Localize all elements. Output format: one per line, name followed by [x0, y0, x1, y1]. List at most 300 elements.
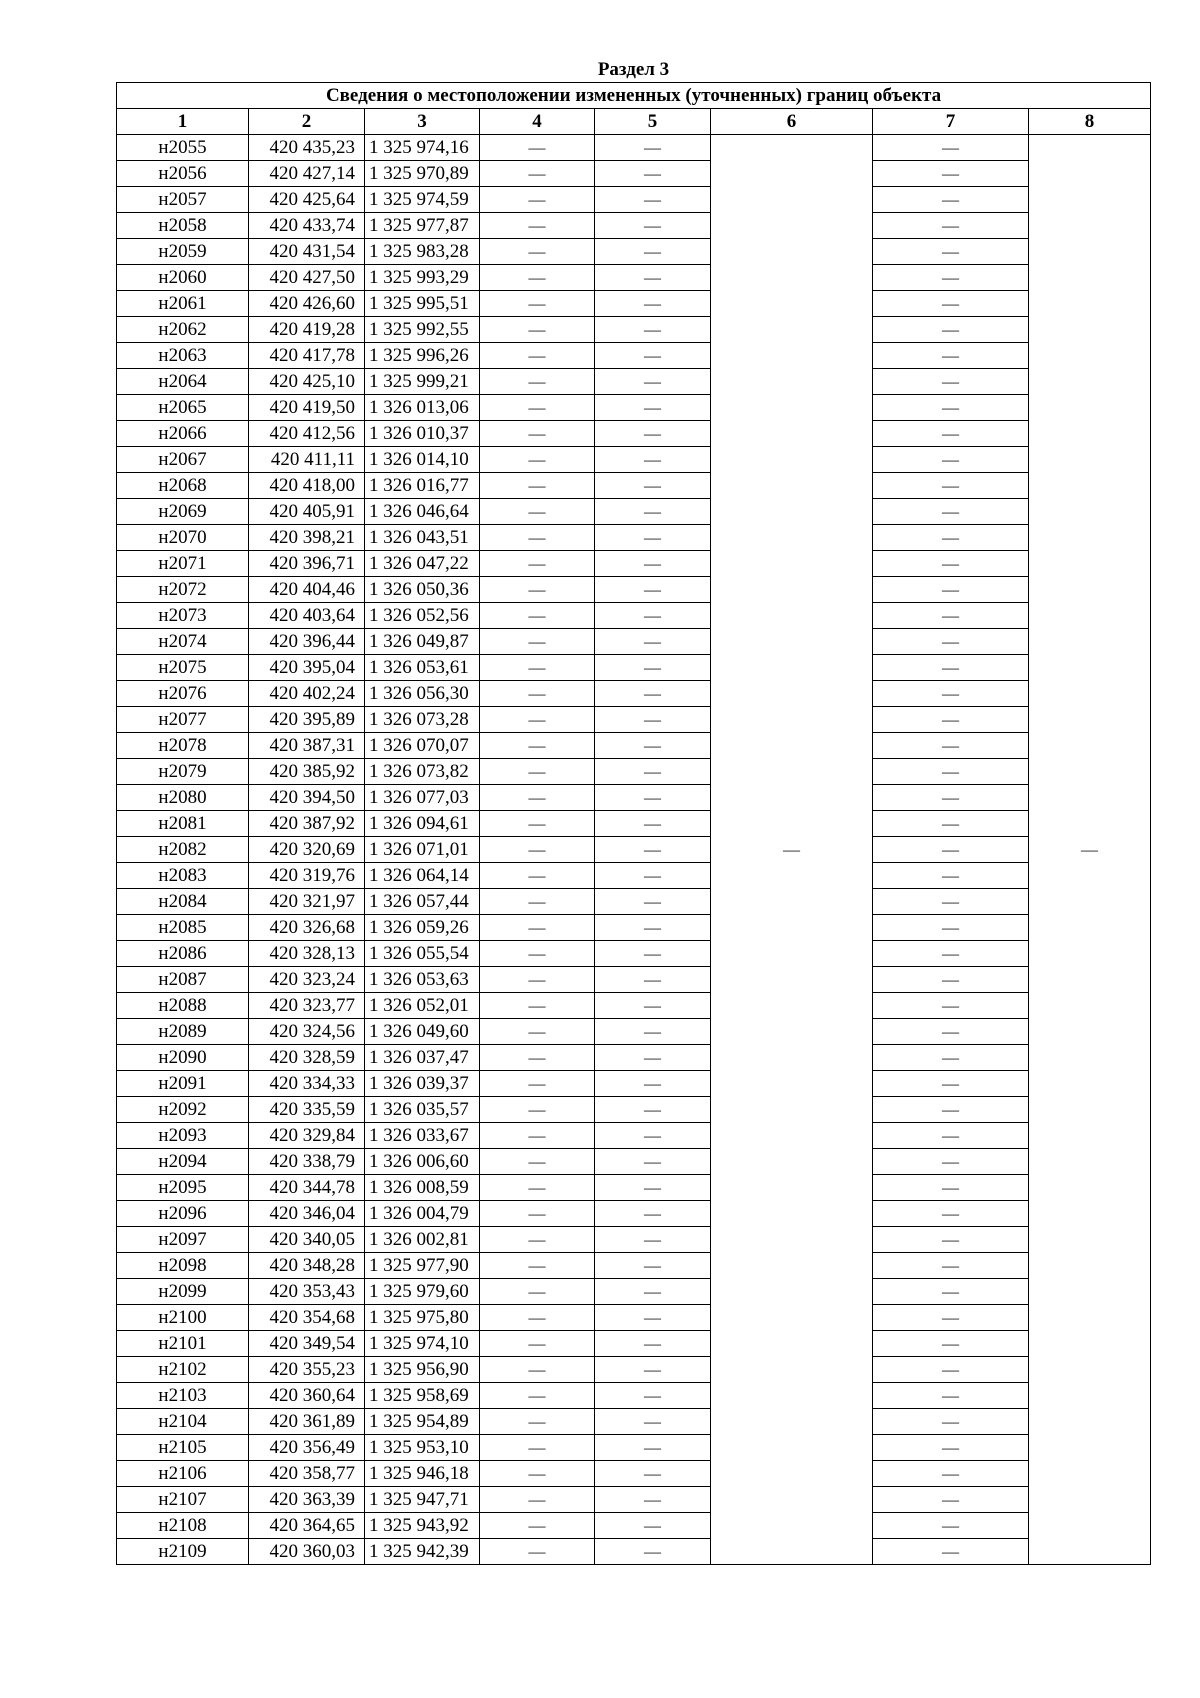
col7-dash-cell: —	[873, 473, 1029, 499]
point-name-cell: н2095	[117, 1175, 249, 1201]
table-row	[117, 551, 1151, 577]
coord-x-cell: 420 412,56	[249, 421, 365, 447]
col4-dash-cell: —	[480, 369, 595, 395]
coord-x-cell: 420 335,59	[249, 1097, 365, 1123]
coord-y-cell: 1 326 008,59	[365, 1175, 480, 1201]
coord-y-cell: 1 325 974,16	[365, 135, 480, 161]
coord-x-cell: 420 426,60	[249, 291, 365, 317]
col5-dash-cell: —	[595, 1357, 711, 1383]
coord-y-cell: 1 326 047,22	[365, 551, 480, 577]
col7-dash-cell: —	[873, 707, 1029, 733]
coord-x-cell: 420 344,78	[249, 1175, 365, 1201]
col7-dash-cell: —	[873, 1201, 1029, 1227]
coord-x-cell: 420 364,65	[249, 1513, 365, 1539]
table-row	[117, 707, 1151, 733]
table-row	[117, 733, 1151, 759]
coord-y-cell: 1 325 999,21	[365, 369, 480, 395]
col4-dash-cell: —	[480, 1071, 595, 1097]
col5-dash-cell: —	[595, 395, 711, 421]
boundary-table	[116, 82, 1151, 1565]
col5-dash-cell: —	[595, 239, 711, 265]
col7-dash-cell: —	[873, 1487, 1029, 1513]
coord-x-cell: 420 411,11	[249, 447, 365, 473]
coord-x-cell: 420 425,10	[249, 369, 365, 395]
col4-dash-cell: —	[480, 837, 595, 863]
coord-x-cell: 420 427,14	[249, 161, 365, 187]
col5-dash-cell: —	[595, 811, 711, 837]
col7-dash-cell: —	[873, 785, 1029, 811]
coord-y-cell: 1 325 975,80	[365, 1305, 480, 1331]
col4-dash-cell: —	[480, 499, 595, 525]
col7-dash-cell: —	[873, 395, 1029, 421]
col7-dash-cell: —	[873, 1227, 1029, 1253]
col5-dash-cell: —	[595, 187, 711, 213]
col5-dash-cell: —	[595, 993, 711, 1019]
coord-x-cell: 420 323,24	[249, 967, 365, 993]
col4-dash-cell: —	[480, 291, 595, 317]
coord-y-cell: 1 325 992,55	[365, 317, 480, 343]
col4-dash-cell: —	[480, 187, 595, 213]
coord-y-cell: 1 325 993,29	[365, 265, 480, 291]
point-name-cell: н2068	[117, 473, 249, 499]
coord-x-cell: 420 328,59	[249, 1045, 365, 1071]
point-name-cell: н2071	[117, 551, 249, 577]
point-name-cell: н2066	[117, 421, 249, 447]
table-caption-row	[117, 83, 1151, 109]
table-row	[117, 1435, 1151, 1461]
table-row	[117, 1201, 1151, 1227]
col5-dash-cell: —	[595, 1045, 711, 1071]
col7-dash-cell: —	[873, 1097, 1029, 1123]
point-name-cell: н2065	[117, 395, 249, 421]
coord-x-cell: 420 394,50	[249, 785, 365, 811]
section-title: Раздел 3	[597, 59, 670, 80]
point-name-cell: н2108	[117, 1513, 249, 1539]
col4-dash-cell: —	[480, 317, 595, 343]
coord-y-cell: 1 325 956,90	[365, 1357, 480, 1383]
coord-x-cell: 420 418,00	[249, 473, 365, 499]
table-row	[117, 1071, 1151, 1097]
col7-dash-cell: —	[873, 915, 1029, 941]
col7-dash-cell: —	[873, 1279, 1029, 1305]
col4-dash-cell: —	[480, 1045, 595, 1071]
col4-dash-cell: —	[480, 395, 595, 421]
col7-dash-cell: —	[873, 1383, 1029, 1409]
col4-dash-cell: —	[480, 265, 595, 291]
coord-y-cell: 1 326 055,54	[365, 941, 480, 967]
col5-dash-cell: —	[595, 1097, 711, 1123]
table-row	[117, 1149, 1151, 1175]
coord-y-cell: 1 326 071,01	[365, 837, 480, 863]
col4-dash-cell: —	[480, 213, 595, 239]
coord-x-cell: 420 387,31	[249, 733, 365, 759]
point-name-cell: н2093	[117, 1123, 249, 1149]
coord-y-cell: 1 326 013,06	[365, 395, 480, 421]
col4-dash-cell: —	[480, 915, 595, 941]
point-name-cell: н2102	[117, 1357, 249, 1383]
table-row	[117, 499, 1151, 525]
column-number-row	[117, 109, 1151, 135]
table-row	[117, 213, 1151, 239]
col4-dash-cell: —	[480, 135, 595, 161]
table-row	[117, 1097, 1151, 1123]
col4-dash-cell: —	[480, 889, 595, 915]
table-row	[117, 603, 1151, 629]
table-row	[117, 1539, 1151, 1565]
col4-dash-cell: —	[480, 447, 595, 473]
col7-dash-cell: —	[873, 239, 1029, 265]
point-name-cell: н2073	[117, 603, 249, 629]
col5-dash-cell: —	[595, 551, 711, 577]
col7-dash-cell: —	[873, 1357, 1029, 1383]
coord-y-cell: 1 326 073,82	[365, 759, 480, 785]
coord-x-cell: 420 403,64	[249, 603, 365, 629]
col5-dash-cell: —	[595, 1409, 711, 1435]
coord-y-cell: 1 326 052,56	[365, 603, 480, 629]
point-name-cell: н2109	[117, 1539, 249, 1565]
col7-dash-cell: —	[873, 759, 1029, 785]
table-row	[117, 811, 1151, 837]
table-row	[117, 291, 1151, 317]
col5-dash-cell: —	[595, 421, 711, 447]
point-name-cell: н2067	[117, 447, 249, 473]
point-name-cell: н2075	[117, 655, 249, 681]
coord-y-cell: 1 326 016,77	[365, 473, 480, 499]
col7-dash-cell: —	[873, 733, 1029, 759]
col4-dash-cell: —	[480, 941, 595, 967]
col7-dash-cell: —	[873, 655, 1029, 681]
col5-dash-cell: —	[595, 447, 711, 473]
table-row	[117, 577, 1151, 603]
col5-dash-cell: —	[595, 759, 711, 785]
col7-dash-cell: —	[873, 993, 1029, 1019]
coord-x-cell: 420 404,46	[249, 577, 365, 603]
col4-dash-cell: —	[480, 603, 595, 629]
table-row	[117, 785, 1151, 811]
table-row	[117, 317, 1151, 343]
coord-y-cell: 1 326 049,60	[365, 1019, 480, 1045]
coord-x-cell: 420 363,39	[249, 1487, 365, 1513]
table-row	[117, 395, 1151, 421]
col4-dash-cell: —	[480, 1461, 595, 1487]
coord-x-cell: 420 355,23	[249, 1357, 365, 1383]
table-row	[117, 1461, 1151, 1487]
table-row	[117, 1513, 1151, 1539]
point-name-cell: н2087	[117, 967, 249, 993]
point-name-cell: н2086	[117, 941, 249, 967]
col5-dash-cell: —	[595, 681, 711, 707]
table-row	[117, 759, 1151, 785]
point-name-cell: н2060	[117, 265, 249, 291]
col5-dash-cell: —	[595, 473, 711, 499]
table-row	[117, 1409, 1151, 1435]
coord-y-cell: 1 325 953,10	[365, 1435, 480, 1461]
col5-dash-cell: —	[595, 837, 711, 863]
col4-dash-cell: —	[480, 473, 595, 499]
col8-merged-cell: —	[1029, 135, 1151, 1565]
col4-dash-cell: —	[480, 1097, 595, 1123]
col4-dash-cell: —	[480, 993, 595, 1019]
coord-x-cell: 420 405,91	[249, 499, 365, 525]
column-number: 3	[365, 109, 480, 135]
col7-dash-cell: —	[873, 1331, 1029, 1357]
point-name-cell: н2064	[117, 369, 249, 395]
table-row	[117, 1175, 1151, 1201]
col5-dash-cell: —	[595, 317, 711, 343]
coord-x-cell: 420 395,04	[249, 655, 365, 681]
table-row	[117, 447, 1151, 473]
col5-dash-cell: —	[595, 1461, 711, 1487]
point-name-cell: н2092	[117, 1097, 249, 1123]
point-name-cell: н2089	[117, 1019, 249, 1045]
col4-dash-cell: —	[480, 655, 595, 681]
point-name-cell: н2084	[117, 889, 249, 915]
column-number: 8	[1029, 109, 1151, 135]
table-row	[117, 369, 1151, 395]
col7-dash-cell: —	[873, 1175, 1029, 1201]
column-number: 2	[249, 109, 365, 135]
col7-dash-cell: —	[873, 187, 1029, 213]
point-name-cell: н2057	[117, 187, 249, 213]
col4-dash-cell: —	[480, 1175, 595, 1201]
coord-x-cell: 420 419,50	[249, 395, 365, 421]
table-row	[117, 265, 1151, 291]
col5-dash-cell: —	[595, 785, 711, 811]
col7-dash-cell: —	[873, 863, 1029, 889]
coord-y-cell: 1 325 946,18	[365, 1461, 480, 1487]
coord-y-cell: 1 326 010,37	[365, 421, 480, 447]
point-name-cell: н2076	[117, 681, 249, 707]
coord-x-cell: 420 358,77	[249, 1461, 365, 1487]
col5-dash-cell: —	[595, 525, 711, 551]
point-name-cell: н2094	[117, 1149, 249, 1175]
point-name-cell: н2074	[117, 629, 249, 655]
table-row	[117, 655, 1151, 681]
col4-dash-cell: —	[480, 733, 595, 759]
col4-dash-cell: —	[480, 1123, 595, 1149]
coord-x-cell: 420 324,56	[249, 1019, 365, 1045]
table-row	[117, 343, 1151, 369]
point-name-cell: н2104	[117, 1409, 249, 1435]
coord-y-cell: 1 325 970,89	[365, 161, 480, 187]
col7-dash-cell: —	[873, 317, 1029, 343]
col4-dash-cell: —	[480, 1539, 595, 1565]
point-name-cell: н2069	[117, 499, 249, 525]
point-name-cell: н2107	[117, 1487, 249, 1513]
table-row	[117, 863, 1151, 889]
coord-y-cell: 1 326 046,64	[365, 499, 480, 525]
col7-dash-cell: —	[873, 1149, 1029, 1175]
col4-dash-cell: —	[480, 1019, 595, 1045]
col4-dash-cell: —	[480, 1227, 595, 1253]
col5-dash-cell: —	[595, 1513, 711, 1539]
col4-dash-cell: —	[480, 1201, 595, 1227]
coord-x-cell: 420 328,13	[249, 941, 365, 967]
column-number: 1	[117, 109, 249, 135]
point-name-cell: н2090	[117, 1045, 249, 1071]
col4-dash-cell: —	[480, 577, 595, 603]
table-row	[117, 837, 1151, 863]
col5-dash-cell: —	[595, 707, 711, 733]
col5-dash-cell: —	[595, 1071, 711, 1097]
col5-dash-cell: —	[595, 1279, 711, 1305]
col7-dash-cell: —	[873, 1253, 1029, 1279]
point-name-cell: н2072	[117, 577, 249, 603]
table-row	[117, 915, 1151, 941]
col4-dash-cell: —	[480, 1149, 595, 1175]
col4-dash-cell: —	[480, 1253, 595, 1279]
table-row	[117, 1279, 1151, 1305]
point-name-cell: н2105	[117, 1435, 249, 1461]
col4-dash-cell: —	[480, 1279, 595, 1305]
col7-dash-cell: —	[873, 1071, 1029, 1097]
coord-y-cell: 1 325 943,92	[365, 1513, 480, 1539]
coord-y-cell: 1 325 958,69	[365, 1383, 480, 1409]
coord-y-cell: 1 326 002,81	[365, 1227, 480, 1253]
point-name-cell: н2083	[117, 863, 249, 889]
col5-dash-cell: —	[595, 499, 711, 525]
point-name-cell: н2103	[117, 1383, 249, 1409]
col5-dash-cell: —	[595, 135, 711, 161]
coord-y-cell: 1 326 004,79	[365, 1201, 480, 1227]
col7-dash-cell: —	[873, 1123, 1029, 1149]
point-name-cell: н2058	[117, 213, 249, 239]
table-row	[117, 1357, 1151, 1383]
col5-dash-cell: —	[595, 1435, 711, 1461]
coord-y-cell: 1 325 954,89	[365, 1409, 480, 1435]
point-name-cell: н2061	[117, 291, 249, 317]
col7-dash-cell: —	[873, 1513, 1029, 1539]
col7-dash-cell: —	[873, 1305, 1029, 1331]
coord-x-cell: 420 425,64	[249, 187, 365, 213]
table-row	[117, 239, 1151, 265]
col5-dash-cell: —	[595, 1201, 711, 1227]
coord-y-cell: 1 326 014,10	[365, 447, 480, 473]
table-row	[117, 421, 1151, 447]
col5-dash-cell: —	[595, 967, 711, 993]
point-name-cell: н2097	[117, 1227, 249, 1253]
col7-dash-cell: —	[873, 603, 1029, 629]
col5-dash-cell: —	[595, 1149, 711, 1175]
column-number: 7	[873, 109, 1029, 135]
table-row	[117, 1487, 1151, 1513]
col7-dash-cell: —	[873, 1435, 1029, 1461]
table-row	[117, 161, 1151, 187]
coord-x-cell: 420 387,92	[249, 811, 365, 837]
coord-y-cell: 1 326 056,30	[365, 681, 480, 707]
column-number: 5	[595, 109, 711, 135]
coord-x-cell: 420 419,28	[249, 317, 365, 343]
coord-y-cell: 1 326 053,63	[365, 967, 480, 993]
point-name-cell: н2081	[117, 811, 249, 837]
col7-dash-cell: —	[873, 551, 1029, 577]
table-row	[117, 135, 1151, 161]
col4-dash-cell: —	[480, 1383, 595, 1409]
col4-dash-cell: —	[480, 239, 595, 265]
coord-y-cell: 1 326 059,26	[365, 915, 480, 941]
coord-x-cell: 420 329,84	[249, 1123, 365, 1149]
col4-dash-cell: —	[480, 707, 595, 733]
coord-y-cell: 1 325 974,59	[365, 187, 480, 213]
col7-dash-cell: —	[873, 265, 1029, 291]
col7-dash-cell: —	[873, 1539, 1029, 1565]
coord-x-cell: 420 321,97	[249, 889, 365, 915]
table-row	[117, 1227, 1151, 1253]
col7-dash-cell: —	[873, 811, 1029, 837]
coord-x-cell: 420 395,89	[249, 707, 365, 733]
col5-dash-cell: —	[595, 863, 711, 889]
col4-dash-cell: —	[480, 525, 595, 551]
coord-y-cell: 1 325 983,28	[365, 239, 480, 265]
col4-dash-cell: —	[480, 421, 595, 447]
col7-dash-cell: —	[873, 161, 1029, 187]
point-name-cell: н2070	[117, 525, 249, 551]
coord-y-cell: 1 326 052,01	[365, 993, 480, 1019]
coord-x-cell: 420 323,77	[249, 993, 365, 1019]
table-caption: Сведения о местоположении измененных (уточненных) границ объекта	[117, 83, 1151, 109]
coord-y-cell: 1 325 979,60	[365, 1279, 480, 1305]
table-row	[117, 187, 1151, 213]
col5-dash-cell: —	[595, 603, 711, 629]
coord-y-cell: 1 325 995,51	[365, 291, 480, 317]
col4-dash-cell: —	[480, 967, 595, 993]
coord-x-cell: 420 353,43	[249, 1279, 365, 1305]
col7-dash-cell: —	[873, 369, 1029, 395]
col4-dash-cell: —	[480, 1357, 595, 1383]
col7-dash-cell: —	[873, 629, 1029, 655]
table-row	[117, 993, 1151, 1019]
col5-dash-cell: —	[595, 291, 711, 317]
coord-y-cell: 1 326 094,61	[365, 811, 480, 837]
col7-dash-cell: —	[873, 1461, 1029, 1487]
col5-dash-cell: —	[595, 1487, 711, 1513]
point-name-cell: н2078	[117, 733, 249, 759]
coord-x-cell: 420 396,71	[249, 551, 365, 577]
col4-dash-cell: —	[480, 811, 595, 837]
point-name-cell: н2085	[117, 915, 249, 941]
coord-y-cell: 1 325 942,39	[365, 1539, 480, 1565]
point-name-cell: н2079	[117, 759, 249, 785]
column-number: 6	[711, 109, 873, 135]
col5-dash-cell: —	[595, 1383, 711, 1409]
col7-dash-cell: —	[873, 941, 1029, 967]
coord-y-cell: 1 326 057,44	[365, 889, 480, 915]
coord-y-cell: 1 326 070,07	[365, 733, 480, 759]
table-row	[117, 1019, 1151, 1045]
col4-dash-cell: —	[480, 1409, 595, 1435]
coord-y-cell: 1 326 006,60	[365, 1149, 480, 1175]
coord-y-cell: 1 325 996,26	[365, 343, 480, 369]
table-row	[117, 473, 1151, 499]
coord-y-cell: 1 326 033,67	[365, 1123, 480, 1149]
col7-dash-cell: —	[873, 681, 1029, 707]
col5-dash-cell: —	[595, 1305, 711, 1331]
point-name-cell: н2096	[117, 1201, 249, 1227]
coord-y-cell: 1 325 974,10	[365, 1331, 480, 1357]
col4-dash-cell: —	[480, 551, 595, 577]
coord-y-cell: 1 326 043,51	[365, 525, 480, 551]
coord-x-cell: 420 396,44	[249, 629, 365, 655]
point-name-cell: н2077	[117, 707, 249, 733]
col4-dash-cell: —	[480, 1331, 595, 1357]
coord-x-cell: 420 361,89	[249, 1409, 365, 1435]
table-row	[117, 629, 1151, 655]
coord-x-cell: 420 385,92	[249, 759, 365, 785]
point-name-cell: н2101	[117, 1331, 249, 1357]
point-name-cell: н2088	[117, 993, 249, 1019]
table-row	[117, 941, 1151, 967]
col5-dash-cell: —	[595, 1227, 711, 1253]
